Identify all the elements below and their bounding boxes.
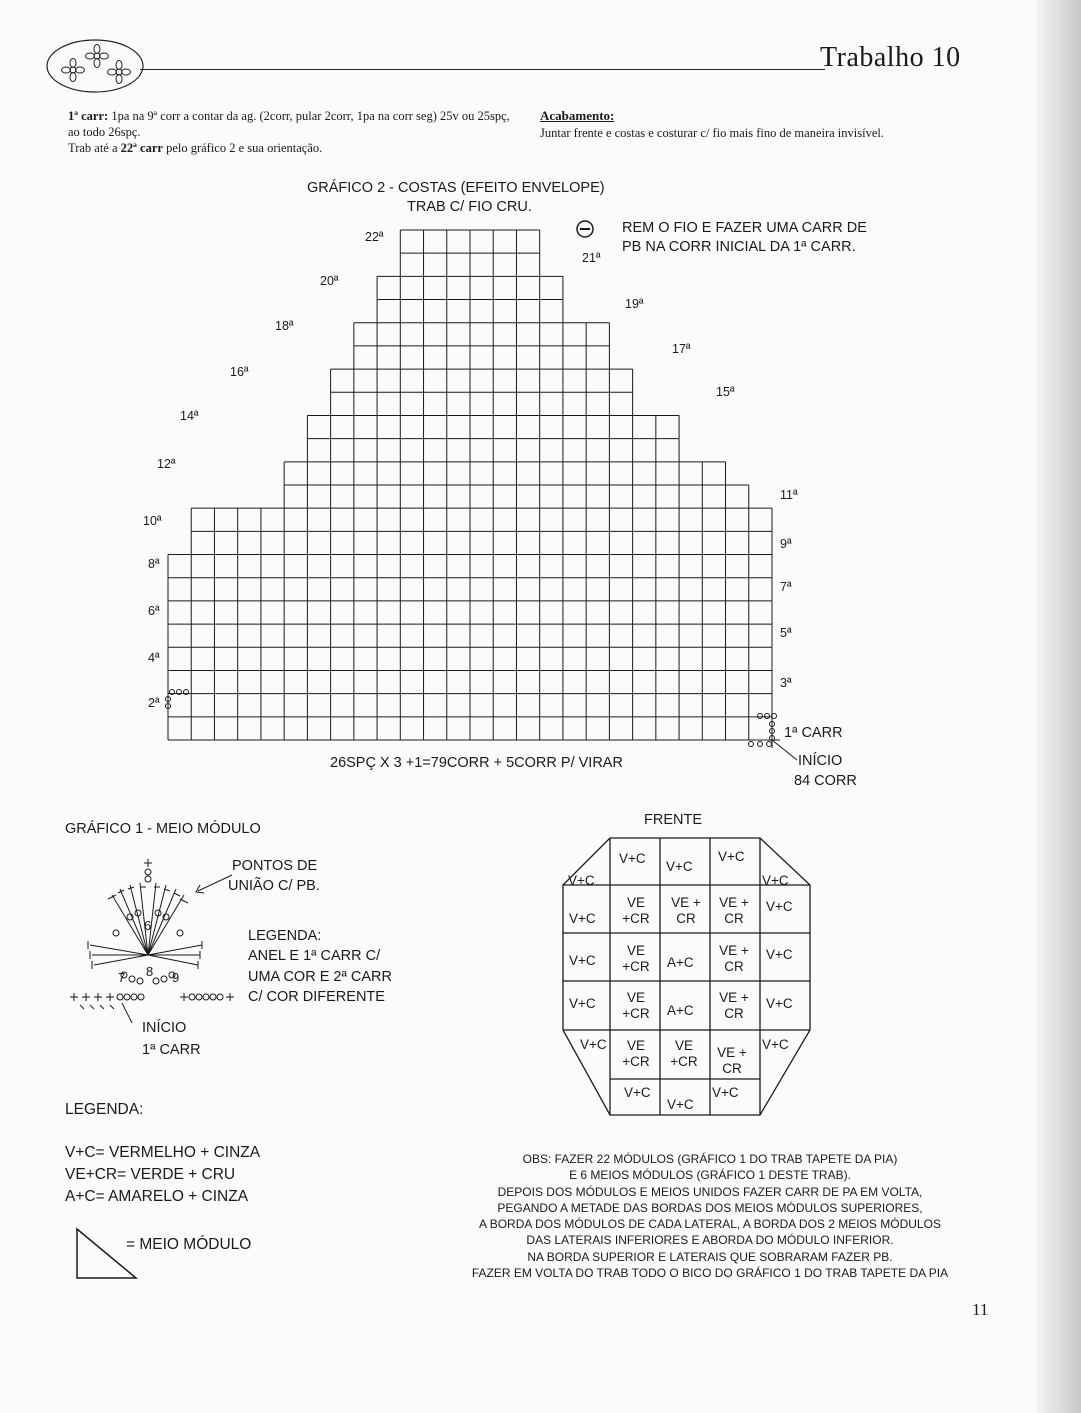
obs-line: OBS: FAZER 22 MÓDULOS (GRÁFICO 1 DO TRAB TAPETE DA PIA): [522, 1152, 898, 1166]
row-label-right: 17ª: [672, 342, 691, 356]
chart2-start-label: INÍCIO: [798, 753, 843, 769]
legend-item: VE+CR= VERDE + CRU: [65, 1166, 236, 1183]
row-label-left: 20ª: [320, 274, 339, 288]
front-title: FRENTE: [644, 812, 702, 828]
front-cell: V+C: [766, 947, 793, 962]
row-label-left: 6ª: [148, 604, 160, 618]
chart1-join-line1: PONTOS DE: [232, 858, 318, 874]
chart2-start-count: 84 CORR: [794, 773, 857, 789]
obs-line: A BORDA DOS MÓDULOS DE CADA LATERAL, A BORDA DOS 2 MEIOS MÓDULOS: [479, 1217, 941, 1232]
row-label-left: 22ª: [365, 230, 384, 244]
front-cell: V+C: [619, 851, 646, 866]
chart2-subtitle: TRAB C/ FIO CRU.: [407, 199, 532, 215]
obs-line: DEPOIS DOS MÓDULOS E MEIOS UNIDOS FAZER CARR DE PA EM VOLTA,: [497, 1184, 923, 1199]
front-cell: V+C: [666, 859, 693, 874]
front-cell: V+C: [762, 873, 789, 888]
chart1-start-row: 1ª CARR: [142, 1042, 201, 1058]
row-label-right: 9ª: [780, 537, 792, 551]
chart2-bottom-caption: 26SPÇ X 3 +1=79CORR + 5CORR P/ VIRAR: [330, 755, 623, 771]
round-number: 6: [144, 918, 152, 933]
chart2-first-row-label: 1ª CARR: [784, 725, 843, 741]
round-number: 9: [172, 970, 180, 985]
front-cell: VE +CR: [622, 990, 650, 1021]
front-cell: VE +CR: [622, 943, 650, 974]
row-label-right: 5ª: [780, 626, 792, 640]
finishing-title: Acabamento:: [540, 108, 615, 123]
row1-text: 1pa na 9ª corr a contar da ag. (2corr, pular 2corr, 1pa na corr seg) 25v ou 25spç, ao todo 26spç.: [68, 109, 510, 139]
row2-prefix: Trab até a: [68, 141, 121, 155]
row-label-left: 18ª: [275, 319, 294, 333]
half-module-triangle-icon: [74, 1226, 140, 1282]
front-cell: V+C: [580, 1037, 607, 1052]
row-label-left: 2ª: [148, 696, 160, 710]
chart1-title: GRÁFICO 1 - MEIO MÓDULO: [65, 821, 261, 837]
row-label-left: 10ª: [143, 514, 162, 528]
front-cell: V+C: [712, 1085, 739, 1100]
row1-label: 1ª carr:: [68, 109, 109, 123]
legend-item: V+C= VERMELHO + CINZA: [65, 1144, 261, 1161]
row-label-right: 3ª: [780, 676, 792, 690]
row-label-left: 4ª: [148, 651, 160, 665]
chart1-join-line2: UNIÃO C/ PB.: [228, 878, 320, 894]
row-label-left: 16ª: [230, 365, 249, 379]
front-cell: VE + CR: [717, 1045, 747, 1076]
obs-line: FAZER EM VOLTA DO TRAB TODO O BICO DO GRÁFICO 1 DO TRAB TAPETE DA PIA: [471, 1266, 949, 1281]
front-cell: VE + CR: [719, 895, 749, 926]
row-label-right: 11ª: [780, 488, 798, 502]
front-cell: V+C: [568, 873, 595, 888]
chart2-note-line1: REM O FIO E FAZER UMA CARR DE: [622, 220, 867, 236]
obs-line: DAS LATERAIS INFERIORES E ABORDA DO MÓDULO INFERIOR.: [526, 1233, 894, 1248]
front-cell: A+C: [667, 955, 694, 970]
front-cell: VE + CR: [719, 943, 749, 974]
front-cell: V+C: [624, 1085, 651, 1100]
chart1-legend-line1: LEGENDA:: [248, 928, 322, 944]
row-label-left: 14ª: [180, 409, 199, 423]
chart1-legend-line3: UMA COR E 2ª CARR: [248, 969, 392, 985]
front-cell: VE +CR: [622, 895, 650, 926]
row-label-left: 8ª: [148, 557, 160, 571]
front-cell: V+C: [718, 849, 745, 864]
front-cell: VE + CR: [671, 895, 701, 926]
front-cell: V+C: [766, 996, 793, 1011]
page-number: 11: [972, 1300, 989, 1319]
front-cell: V+C: [762, 1037, 789, 1052]
round-number: 8: [146, 964, 154, 979]
finishing-text: Juntar frente e costas e costurar c/ fio mais fino de maneira invisível.: [540, 126, 884, 140]
round-number: 7: [118, 970, 126, 985]
page-title: Trabalho 10: [820, 42, 961, 73]
front-cell: VE +CR: [622, 1038, 650, 1069]
row2-bold: 22ª carr: [120, 141, 163, 155]
front-cell: VE +CR: [670, 1038, 698, 1069]
chart2-title: GRÁFICO 2 - COSTAS (EFEITO ENVELOPE): [307, 180, 605, 196]
observations: [410, 1151, 1010, 1281]
row-label-right: 7ª: [780, 580, 792, 594]
front-cell: V+C: [766, 899, 793, 914]
row-label-right: 15ª: [716, 385, 735, 399]
chart1-start-label: INÍCIO: [142, 1020, 187, 1036]
front-cell: VE + CR: [719, 990, 749, 1021]
row-label-right: 19ª: [625, 297, 644, 311]
legend-item: A+C= AMARELO + CINZA: [65, 1188, 249, 1205]
front-cell: V+C: [569, 953, 596, 968]
obs-line: E 6 MEIOS MÓDULOS (GRÁFICO 1 DESTE TRAB).: [569, 1168, 851, 1183]
chart1-legend-line4: C/ COR DIFERENTE: [248, 989, 385, 1005]
chart1-legend-line2: ANEL E 1ª CARR C/: [248, 948, 381, 964]
half-module-diagram: [60, 855, 260, 1030]
front-cell: V+C: [569, 911, 596, 926]
legend-title: LEGENDA:: [65, 1101, 144, 1118]
obs-line: NA BORDA SUPERIOR E LATERAIS QUE SOBRARAM FAZER PB.: [527, 1249, 893, 1264]
row-label-right: 21ª: [582, 251, 601, 265]
front-cell: V+C: [569, 996, 596, 1011]
front-cell: V+C: [667, 1097, 694, 1112]
row-label-left: 12ª: [157, 457, 176, 471]
chart2-note-line2: PB NA CORR INICIAL DA 1ª CARR.: [622, 239, 856, 255]
obs-line: PEGANDO A METADE DAS BORDAS DOS MEIOS MÓDULOS SUPERIORES,: [497, 1200, 923, 1215]
legend-triangle-label: = MEIO MÓDULO: [126, 1236, 252, 1253]
front-cell: A+C: [667, 1003, 694, 1018]
row2-suffix: pelo gráfico 2 e sua orientação.: [162, 141, 323, 155]
